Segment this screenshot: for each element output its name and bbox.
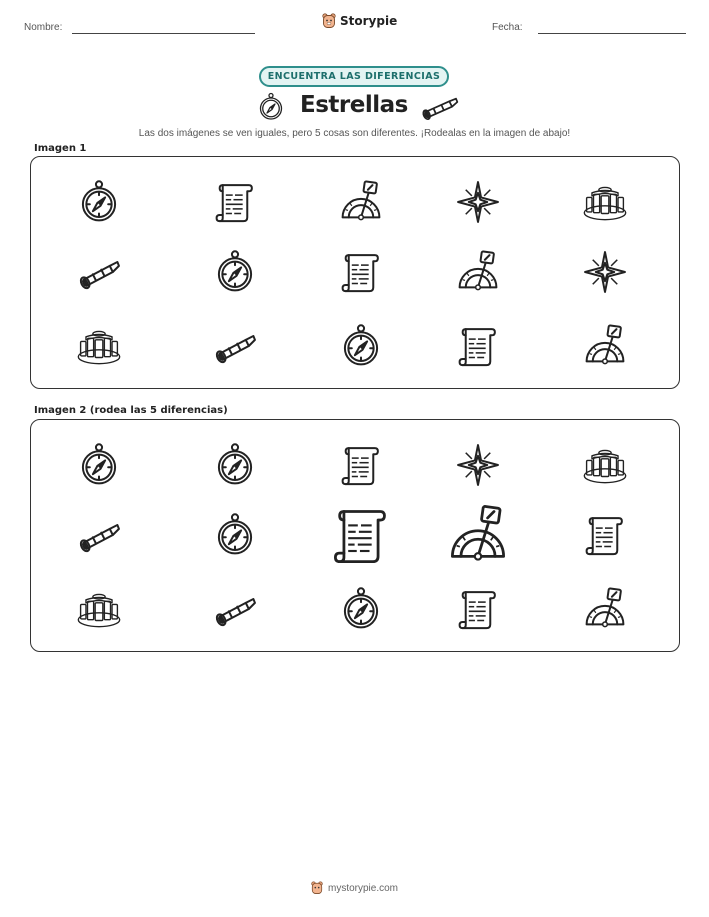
protractor-icon[interactable]	[582, 586, 628, 632]
date-label: Fecha:	[492, 22, 523, 33]
storypie-logo	[322, 13, 397, 29]
scroll-icon[interactable]	[329, 503, 393, 567]
compass-icon	[76, 179, 122, 225]
protractor-icon[interactable]	[446, 503, 510, 567]
section1-label: Imagen 1	[34, 143, 87, 154]
page-title: Estrellas	[300, 92, 408, 118]
star-icon[interactable]	[455, 442, 501, 488]
footer-url[interactable]: mystorypie.com	[327, 882, 398, 894]
telescope-icon[interactable]	[212, 586, 258, 632]
worksheet-type-badge: ENCUENTRA LAS DIFERENCIAS	[259, 66, 449, 87]
name-label: Nombre:	[24, 22, 63, 33]
date-field[interactable]	[538, 33, 686, 34]
compass-icon	[256, 92, 286, 122]
compass-icon[interactable]	[212, 442, 258, 488]
name-field[interactable]	[72, 33, 255, 34]
scroll-icon[interactable]	[455, 586, 501, 632]
scroll-icon[interactable]	[338, 442, 384, 488]
telescope-icon[interactable]	[76, 512, 122, 558]
scroll-icon	[338, 249, 384, 295]
scroll-icon[interactable]	[582, 512, 628, 558]
protractor-icon	[338, 179, 384, 225]
stonehenge-icon[interactable]	[76, 586, 122, 632]
compass-icon[interactable]	[212, 512, 258, 558]
section2-label: Imagen 2 (rodea las 5 diferencias)	[34, 405, 228, 416]
compass-icon	[338, 323, 384, 369]
footer	[0, 881, 709, 895]
scroll-icon	[212, 179, 258, 225]
bear-icon	[322, 13, 336, 29]
stonehenge-icon	[76, 323, 122, 369]
stonehenge-icon[interactable]	[582, 442, 628, 488]
bear-icon	[311, 881, 323, 895]
logo-text: Storypie	[340, 14, 398, 28]
compass-icon	[212, 249, 258, 295]
protractor-icon	[582, 323, 628, 369]
telescope-icon	[76, 249, 122, 295]
stonehenge-icon	[582, 179, 628, 225]
protractor-icon	[455, 249, 501, 295]
star-icon	[455, 179, 501, 225]
image2-panel[interactable]	[30, 419, 680, 652]
scroll-icon	[455, 323, 501, 369]
telescope-icon	[420, 94, 460, 122]
telescope-icon	[212, 323, 258, 369]
instructions: Las dos imágenes se ven iguales, pero 5 cosas son diferentes. ¡Rodealas en la imagen de abajo!	[138, 128, 571, 139]
title-row	[0, 90, 709, 124]
star-icon	[582, 249, 628, 295]
compass-icon[interactable]	[76, 442, 122, 488]
compass-icon[interactable]	[338, 586, 384, 632]
image1-panel	[30, 156, 680, 389]
